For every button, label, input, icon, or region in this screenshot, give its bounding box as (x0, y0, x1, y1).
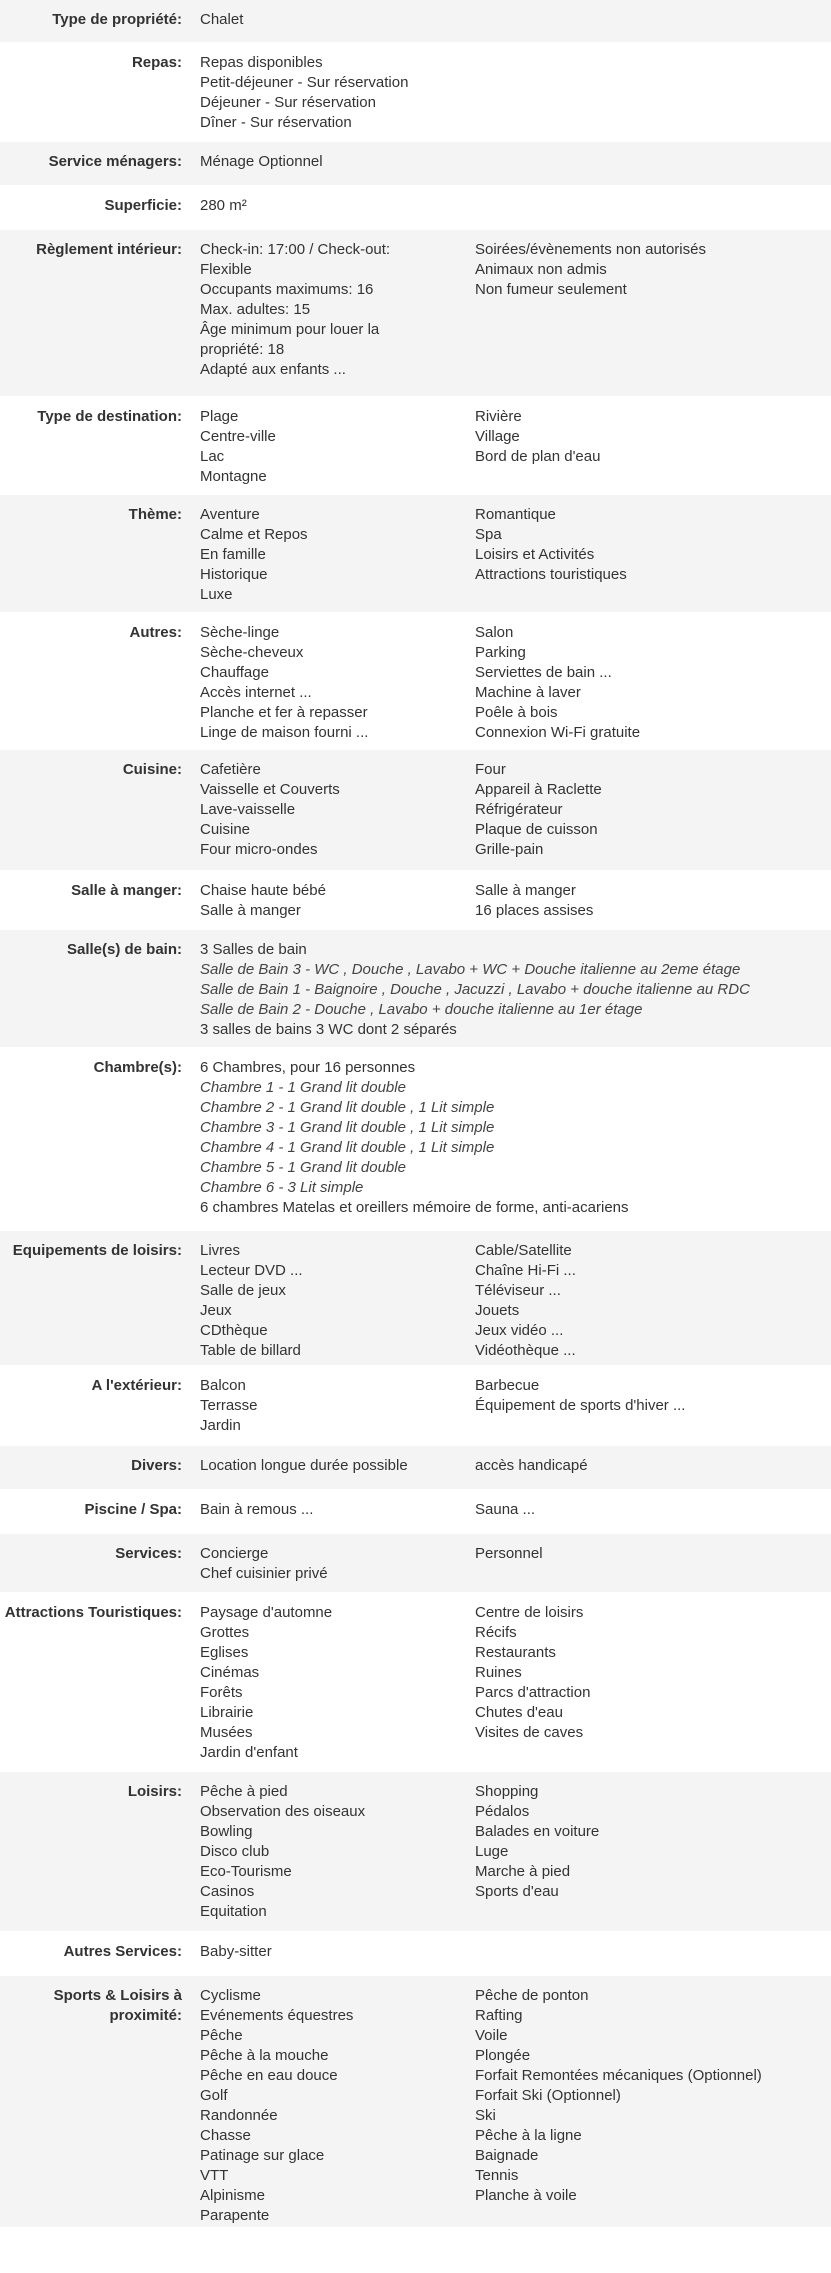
row-values (200, 196, 819, 216)
value-item: Appareil à Raclette (475, 781, 602, 798)
value-item: Four (475, 761, 506, 778)
value-item: Parapente (200, 2207, 270, 2224)
value-item: Visites de caves (475, 1724, 584, 1741)
value-item: Ski (475, 2107, 496, 2124)
value-item: Observation des oiseaux (200, 1803, 366, 1820)
value-item: Bowling (200, 1823, 253, 1840)
value-column-1 (200, 10, 819, 30)
row-values (200, 10, 819, 30)
value-column-1 (200, 152, 819, 172)
row-autres-services (0, 1932, 831, 1976)
value-item: Chambre 5 - 1 Grand lit double (200, 1159, 406, 1176)
value-item: 6 Chambres, pour 16 personnes (200, 1059, 416, 1076)
value-item: Chambre 1 - 1 Grand lit double (200, 1079, 406, 1096)
row-label: Autres Services: (63, 1943, 182, 1960)
value-column-2 (475, 1241, 819, 1361)
value-item: Sèche-linge (200, 624, 280, 641)
value-item: Chambre 3 - 1 Grand lit double , 1 Lit simple (200, 1119, 495, 1136)
value-item: Chambre 4 - 1 Grand lit double , 1 Lit simple (200, 1139, 495, 1156)
row-label: Equipements de loisirs: (12, 1242, 182, 1259)
value-item: Balcon (200, 1377, 246, 1394)
row-label: Sports & Loisirs à proximité: (53, 1987, 182, 2024)
value-item: Plage (200, 408, 239, 425)
value-item: 6 chambres Matelas et oreillers mémoire de forme, anti-acariens (200, 1199, 629, 1216)
value-item: Salle de Bain 3 - WC , Douche , Lavabo + WC + Douche italienne au 2eme étage (200, 961, 741, 978)
value-item: Loisirs et Activités (475, 546, 595, 563)
value-item: Ménage Optionnel (200, 153, 323, 170)
value-item: Salle à manger (200, 902, 301, 919)
value-item: Casinos (200, 1883, 255, 1900)
value-item: Chasse (200, 2127, 251, 2144)
value-item: Lave-vaisselle (200, 801, 296, 818)
value-item: 3 salles de bains 3 WC dont 2 séparés (200, 1021, 457, 1038)
value-item: Non fumeur seulement (475, 281, 627, 298)
value-column-1 (200, 1058, 819, 1218)
value-column-1 (200, 1544, 475, 1584)
row-label: A l'extérieur: (91, 1377, 182, 1394)
value-column-1 (200, 1241, 475, 1361)
value-item: Alpinisme (200, 2187, 266, 2204)
value-item: Poêle à bois (475, 704, 558, 721)
value-item: Rafting (475, 2007, 523, 2024)
value-item: Location longue durée possible (200, 1457, 408, 1474)
value-item: Chalet (200, 11, 244, 28)
value-item: Réfrigérateur (475, 801, 563, 818)
row-values (200, 881, 819, 921)
value-item: Téléviseur ... (475, 1282, 561, 1299)
value-item: Récifs (475, 1624, 517, 1641)
value-item: En famille (200, 546, 266, 563)
value-item: Vidéothèque ... (475, 1342, 576, 1359)
row-label: Type de propriété: (52, 11, 182, 28)
value-item: Barbecue (475, 1377, 540, 1394)
value-item: Bain à remous ... (200, 1501, 314, 1518)
value-item: Musées (200, 1724, 253, 1741)
value-item: Village (475, 428, 520, 445)
row-values (200, 1603, 819, 1763)
row-label: Cuisine: (122, 761, 182, 778)
row-type-de-destination (0, 397, 831, 495)
value-item: Pêche (200, 2027, 243, 2044)
row-values (200, 240, 819, 380)
value-item: Montagne (200, 468, 267, 485)
value-item: Chambre 2 - 1 Grand lit double , 1 Lit simple (200, 1099, 495, 1116)
value-item: Petit-déjeuner - Sur réservation (200, 74, 409, 91)
value-item: Terrasse (200, 1397, 258, 1414)
value-item: Plongée (475, 2047, 531, 2064)
value-column-2 (475, 760, 819, 860)
value-item: Équipement de sports d'hiver ... (475, 1397, 686, 1414)
value-item: Voile (475, 2027, 508, 2044)
value-item: Sauna ... (475, 1501, 536, 1518)
value-column-1 (200, 760, 475, 860)
row-label: Salle à manger: (71, 882, 182, 899)
value-item: Librairie (200, 1704, 254, 1721)
value-item: Grottes (200, 1624, 250, 1641)
value-column-1 (200, 1500, 475, 1520)
row-label: Thème: (128, 506, 182, 523)
value-item: Eco-Tourisme (200, 1863, 292, 1880)
value-item: Pêche à la mouche (200, 2047, 329, 2064)
value-item: Romantique (475, 506, 556, 523)
value-item: Randonnée (200, 2107, 278, 2124)
value-column-1 (200, 881, 475, 921)
value-item: Jeux (200, 1302, 232, 1319)
row-autres (0, 613, 831, 750)
value-item: Check-in: 17:00 / Check-out: (200, 241, 391, 258)
value-item: Grille-pain (475, 841, 544, 858)
value-item: Lac (200, 448, 225, 465)
value-item: Evénements équestres (200, 2007, 354, 2024)
row-sports-loisirs-a-proximite (0, 1976, 831, 2228)
row-values (200, 1500, 819, 1520)
value-column-1 (200, 407, 475, 487)
value-item: Marche à pied (475, 1863, 571, 1880)
value-column-2 (475, 623, 819, 743)
row-label: Salle(s) de bain: (66, 941, 182, 958)
value-item: Attractions touristiques (475, 566, 627, 583)
value-item: Occupants maximums: 16 (200, 281, 374, 298)
value-column-1 (200, 1782, 475, 1922)
value-item: Rivière (475, 408, 522, 425)
row-label: Autres: (129, 624, 182, 641)
value-item: Parcs d'attraction (475, 1684, 591, 1701)
value-item: Forfait Remontées mécaniques (Optionnel) (475, 2067, 762, 2084)
value-column-2 (475, 881, 819, 921)
value-item: Luge (475, 1843, 509, 1860)
value-item: Machine à laver (475, 684, 581, 701)
value-column-2 (475, 1782, 819, 1922)
row-salle-a-manger (0, 871, 831, 930)
value-item: Salle de Bain 1 - Baignoire , Douche , Jacuzzi , Lavabo + douche italienne au RDC (200, 981, 750, 998)
value-item: Lecteur DVD ... (200, 1262, 303, 1279)
value-column-2 (475, 1603, 819, 1763)
value-item: Baby-sitter (200, 1943, 272, 1960)
value-item: Patinage sur glace (200, 2147, 325, 2164)
value-item: Chutes d'eau (475, 1704, 563, 1721)
value-item: Salle à manger (475, 882, 576, 899)
value-item: Four micro-ondes (200, 841, 318, 858)
value-column-2 (475, 1986, 819, 2226)
row-values (200, 152, 819, 172)
value-item: Max. adultes: 15 (200, 301, 311, 318)
value-item: Tennis (475, 2167, 519, 2184)
value-item: Vaisselle et Couverts (200, 781, 340, 798)
row-values (200, 1942, 819, 1962)
row-label: Service ménagers: (48, 153, 182, 170)
value-item: Chambre 6 - 3 Lit simple (200, 1179, 364, 1196)
value-item: Ruines (475, 1664, 522, 1681)
row-values (200, 1241, 819, 1361)
value-item: Pêche à la ligne (475, 2127, 582, 2144)
value-item: Sports d'eau (475, 1883, 559, 1900)
value-item: Serviettes de bain ... (475, 664, 612, 681)
value-item: Calme et Repos (200, 526, 308, 543)
value-column-1 (200, 240, 475, 380)
row-label: Superficie: (104, 197, 182, 214)
value-column-1 (200, 623, 475, 743)
value-item: Eglises (200, 1644, 249, 1661)
row-values (200, 1376, 819, 1436)
value-column-2 (475, 407, 819, 487)
row-attractions-touristiques (0, 1593, 831, 1772)
value-column-1 (200, 1456, 475, 1476)
row-superficie (0, 186, 831, 230)
row-values (200, 1456, 819, 1476)
row-values (200, 1782, 819, 1922)
value-item: Chaise haute bébé (200, 882, 326, 899)
row-label: Type de destination: (37, 408, 182, 425)
value-column-1 (200, 505, 475, 605)
value-item: Golf (200, 2087, 228, 2104)
value-column-2 (475, 240, 819, 380)
row-label: Chambre(s): (93, 1059, 182, 1076)
value-item: Cafetière (200, 761, 261, 778)
value-column-2 (475, 1456, 819, 1476)
value-item: Spa (475, 526, 502, 543)
row-label: Attractions Touristiques: (4, 1604, 182, 1621)
row-label: Règlement intérieur: (36, 241, 182, 258)
value-item: Baignade (475, 2147, 539, 2164)
value-item: Âge minimum pour louer la (200, 321, 380, 338)
value-item: Balades en voiture (475, 1823, 600, 1840)
value-item: CDthèque (200, 1322, 268, 1339)
value-item: Soirées/évènements non autorisés (475, 241, 706, 258)
value-item: Adapté aux enfants ... (200, 361, 346, 378)
value-item: propriété: 18 (200, 341, 285, 358)
value-column-1 (200, 1603, 475, 1763)
value-item: Jouets (475, 1302, 520, 1319)
row-values (200, 53, 819, 133)
row-chambre-s (0, 1048, 831, 1231)
value-column-1 (200, 1376, 475, 1436)
row-values (200, 760, 819, 860)
row-salle-s-de-bain (0, 930, 831, 1048)
value-item: Parking (475, 644, 526, 661)
value-column-1 (200, 53, 819, 133)
row-type-de-propriete (0, 0, 831, 43)
row-label: Piscine / Spa: (84, 1501, 182, 1518)
row-label: Loisirs: (127, 1783, 182, 1800)
value-item: Salon (475, 624, 514, 641)
row-piscine-spa (0, 1490, 831, 1534)
value-item: 16 places assises (475, 902, 594, 919)
value-item: accès handicapé (475, 1457, 588, 1474)
value-item: Cuisine (200, 821, 251, 838)
value-item: Luxe (200, 586, 233, 603)
value-column-2 (475, 1376, 819, 1436)
row-values (200, 940, 819, 1040)
value-column-2 (475, 505, 819, 605)
row-service-menagers (0, 142, 831, 186)
value-item: Repas disponibles (200, 54, 323, 71)
value-item: Centre-ville (200, 428, 276, 445)
row-values (200, 1544, 819, 1584)
row-theme (0, 495, 831, 613)
row-cuisine (0, 750, 831, 871)
row-values (200, 1058, 819, 1218)
value-item: Cinémas (200, 1664, 260, 1681)
value-item: Concierge (200, 1545, 269, 1562)
value-item: Paysage d'automne (200, 1604, 333, 1621)
value-item: Bord de plan d'eau (475, 448, 601, 465)
row-equipements-de-loisirs (0, 1231, 831, 1366)
value-item: Equitation (200, 1903, 267, 1920)
row-repas (0, 43, 831, 142)
value-item: Pêche à pied (200, 1783, 288, 1800)
value-item: Centre de loisirs (475, 1604, 584, 1621)
value-item: Pêche de ponton (475, 1987, 589, 2004)
value-item: Connexion Wi-Fi gratuite (475, 724, 641, 741)
value-item: Livres (200, 1242, 241, 1259)
value-item: Planche à voile (475, 2187, 577, 2204)
value-item: Linge de maison fourni ... (200, 724, 369, 741)
value-item: Chef cuisinier privé (200, 1565, 328, 1582)
row-label: Repas: (131, 54, 182, 71)
value-item: Cable/Satellite (475, 1242, 572, 1259)
value-item: VTT (200, 2167, 229, 2184)
row-values (200, 1986, 819, 2226)
value-item: Chauffage (200, 664, 269, 681)
value-item: Accès internet ... (200, 684, 312, 701)
value-item: Table de billard (200, 1342, 301, 1359)
row-values (200, 505, 819, 605)
value-item: Dîner - Sur réservation (200, 114, 352, 131)
value-item: Aventure (200, 506, 260, 523)
row-loisirs (0, 1772, 831, 1932)
value-column-1 (200, 940, 819, 1040)
value-column-1 (200, 196, 819, 216)
value-item: Chaîne Hi-Fi ... (475, 1262, 576, 1279)
value-item: Flexible (200, 261, 252, 278)
row-values (200, 623, 819, 743)
value-column-1 (200, 1942, 819, 1962)
value-item: Forfait Ski (Optionnel) (475, 2087, 621, 2104)
value-item: Restaurants (475, 1644, 556, 1661)
value-item: Personnel (475, 1545, 543, 1562)
value-item: Déjeuner - Sur réservation (200, 94, 376, 111)
value-item: 280 m² (200, 197, 247, 214)
row-reglement-interieur (0, 230, 831, 397)
value-item: Shopping (475, 1783, 539, 1800)
value-item: Jardin d'enfant (200, 1744, 298, 1761)
value-item: 3 Salles de bain (200, 941, 307, 958)
value-item: Historique (200, 566, 268, 583)
row-label: Services: (115, 1545, 182, 1562)
value-item: Plaque de cuisson (475, 821, 598, 838)
row-a-l-exterieur (0, 1366, 831, 1446)
value-item: Planche et fer à repasser (200, 704, 368, 721)
value-column-1 (200, 1986, 475, 2226)
value-column-2 (475, 1544, 819, 1584)
value-item: Forêts (200, 1684, 243, 1701)
row-services (0, 1534, 831, 1593)
value-item: Cyclisme (200, 1987, 261, 2004)
row-divers (0, 1446, 831, 1490)
value-item: Disco club (200, 1843, 270, 1860)
value-item: Pêche en eau douce (200, 2067, 338, 2084)
value-item: Jardin (200, 1417, 241, 1434)
row-label: Divers: (131, 1457, 182, 1474)
row-values (200, 407, 819, 487)
value-item: Pédalos (475, 1803, 530, 1820)
value-item: Jeux vidéo ... (475, 1322, 564, 1339)
value-item: Sèche-cheveux (200, 644, 304, 661)
value-item: Salle de jeux (200, 1282, 286, 1299)
value-column-2 (475, 1500, 819, 1520)
value-item: Salle de Bain 2 - Douche , Lavabo + douche italienne au 1er étage (200, 1001, 643, 1018)
value-item: Animaux non admis (475, 261, 607, 278)
